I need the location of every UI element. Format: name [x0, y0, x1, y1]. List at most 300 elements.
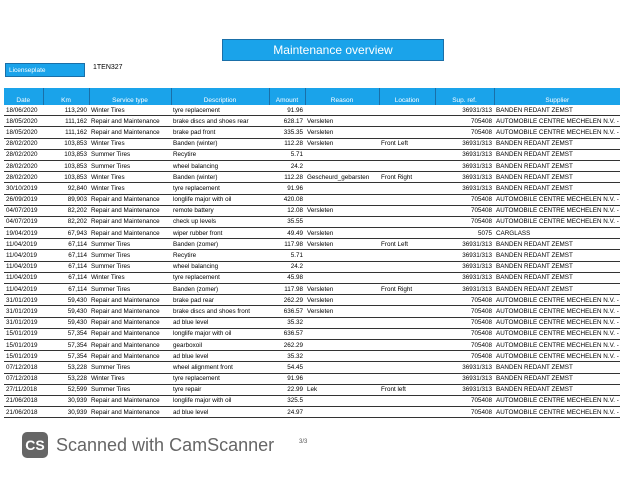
cell-supplier: BANDEN REDANT ZEMST — [494, 362, 620, 373]
cell-location — [379, 395, 435, 406]
cell-sup-ref: 36931/313 — [435, 261, 494, 272]
cell-km: 59,430 — [43, 306, 89, 317]
cell-amount: 35.32 — [269, 317, 305, 328]
cell-reason: Versleten — [305, 138, 379, 149]
cell-supplier: AUTOMOBILE CENTRE MECHELEN N.V. - — [494, 116, 620, 127]
cell-amount: 45.98 — [269, 272, 305, 283]
cell-date: 28/02/2020 — [4, 172, 43, 183]
cell-location — [379, 328, 435, 339]
cell-supplier: AUTOMOBILE CENTRE MECHELEN N.V. - — [494, 205, 620, 216]
cell-km: 103,853 — [43, 172, 89, 183]
cell-service-type: Winter Tires — [89, 138, 171, 149]
cell-amount: 49.49 — [269, 228, 305, 239]
cell-reason — [305, 351, 379, 362]
cell-reason — [305, 250, 379, 261]
cell-service-type: Summer Tires — [89, 284, 171, 295]
cell-date: 18/06/2020 — [4, 105, 43, 116]
cell-km: 82,202 — [43, 205, 89, 216]
cell-description: wheel alignment front — [171, 362, 269, 373]
cell-location — [379, 105, 435, 116]
cell-description: Banden (winter) — [171, 172, 269, 183]
cell-location — [379, 407, 435, 418]
table-row — [4, 272, 620, 283]
cell-description: wheel balancing — [171, 261, 269, 272]
cell-reason — [305, 105, 379, 116]
cell-location — [379, 373, 435, 384]
cell-date: 21/06/2018 — [4, 395, 43, 406]
cell-reason: Versleten — [305, 228, 379, 239]
table-row — [4, 194, 620, 205]
cell-sup-ref: 705408 — [435, 295, 494, 306]
cell-location — [379, 228, 435, 239]
cell-description: Banden (winter) — [171, 138, 269, 149]
cell-reason: Versleten — [305, 239, 379, 250]
cell-supplier: BANDEN REDANT ZEMST — [494, 138, 620, 149]
cell-supplier: BANDEN REDANT ZEMST — [494, 149, 620, 160]
cell-amount: 24.97 — [269, 407, 305, 418]
cell-km: 53,228 — [43, 373, 89, 384]
cell-description: longlife major with oil — [171, 194, 269, 205]
table-row — [4, 239, 620, 250]
cell-amount: 262.29 — [269, 339, 305, 350]
cell-km: 67,114 — [43, 284, 89, 295]
cell-supplier: BANDEN REDANT ZEMST — [494, 183, 620, 194]
cell-date: 15/01/2019 — [4, 351, 43, 362]
cell-description: brake discs and shoes front — [171, 306, 269, 317]
cell-location — [379, 306, 435, 317]
cell-description: remote battery — [171, 205, 269, 216]
cell-km: 30,939 — [43, 395, 89, 406]
cell-supplier: AUTOMOBILE CENTRE MECHELEN N.V. - — [494, 328, 620, 339]
cell-amount: 262.29 — [269, 295, 305, 306]
cell-km: 67,114 — [43, 239, 89, 250]
cell-service-type: Repair and Maintenance — [89, 205, 171, 216]
cell-sup-ref: 705408 — [435, 395, 494, 406]
cell-sup-ref: 705408 — [435, 194, 494, 205]
cell-date: 19/04/2019 — [4, 228, 43, 239]
cell-reason — [305, 272, 379, 283]
table-row — [4, 116, 620, 127]
table-row — [4, 183, 620, 194]
cell-location — [379, 261, 435, 272]
cell-description: brake pad rear — [171, 295, 269, 306]
cell-description: Recytire — [171, 250, 269, 261]
cell-reason: Lek — [305, 384, 379, 395]
cell-description: wheel balancing — [171, 160, 269, 171]
cell-amount: 420.08 — [269, 194, 305, 205]
cell-km: 53,228 — [43, 362, 89, 373]
cell-amount: 35.55 — [269, 216, 305, 227]
cell-supplier: AUTOMOBILE CENTRE MECHELEN N.V. - — [494, 216, 620, 227]
cell-amount: 335.35 — [269, 127, 305, 138]
cell-location — [379, 183, 435, 194]
cell-supplier: AUTOMOBILE CENTRE MECHELEN N.V. - — [494, 339, 620, 350]
cell-service-type: Summer Tires — [89, 149, 171, 160]
cell-sup-ref: 36931/313 — [435, 183, 494, 194]
cell-km: 67,114 — [43, 272, 89, 283]
cell-service-type: Repair and Maintenance — [89, 127, 171, 138]
cell-reason: Versleten — [305, 284, 379, 295]
cell-supplier: BANDEN REDANT ZEMST — [494, 284, 620, 295]
column-header-amount: Amount — [269, 96, 305, 105]
cell-location — [379, 250, 435, 261]
column-header-service-type: Service type — [89, 96, 171, 105]
cell-date: 11/04/2019 — [4, 284, 43, 295]
cell-sup-ref: 36931/313 — [435, 172, 494, 183]
cell-supplier: BANDEN REDANT ZEMST — [494, 239, 620, 250]
cell-amount: 325.5 — [269, 395, 305, 406]
cell-service-type: Repair and Maintenance — [89, 328, 171, 339]
cell-date: 11/04/2019 — [4, 239, 43, 250]
cell-reason — [305, 407, 379, 418]
cell-sup-ref: 36931/313 — [435, 373, 494, 384]
cell-date: 26/09/2019 — [4, 194, 43, 205]
cell-service-type: Repair and Maintenance — [89, 306, 171, 317]
cell-reason: Versleten — [305, 205, 379, 216]
cell-km: 59,430 — [43, 295, 89, 306]
cell-reason — [305, 395, 379, 406]
cell-km: 30,939 — [43, 407, 89, 418]
table-row — [4, 351, 620, 362]
cell-reason — [305, 194, 379, 205]
cell-amount: 35.32 — [269, 351, 305, 362]
cell-reason: Versleten — [305, 295, 379, 306]
cell-sup-ref: 705408 — [435, 116, 494, 127]
cell-sup-ref: 705408 — [435, 339, 494, 350]
cell-supplier: BANDEN REDANT ZEMST — [494, 272, 620, 283]
cell-sup-ref: 36931/313 — [435, 284, 494, 295]
cell-reason: Gescheurd_gebarsten — [305, 172, 379, 183]
column-header-description: Description — [171, 96, 269, 105]
cell-location: Front Left — [379, 239, 435, 250]
cell-date: 07/12/2018 — [4, 362, 43, 373]
cell-location — [379, 362, 435, 373]
cell-supplier: AUTOMOBILE CENTRE MECHELEN N.V. - — [494, 395, 620, 406]
cell-service-type: Repair and Maintenance — [89, 339, 171, 350]
cell-amount: 112.28 — [269, 172, 305, 183]
cell-date: 21/06/2018 — [4, 407, 43, 418]
cell-km: 92,840 — [43, 183, 89, 194]
cell-reason: Versleten — [305, 116, 379, 127]
cell-sup-ref: 705408 — [435, 205, 494, 216]
cell-reason — [305, 317, 379, 328]
cell-service-type: Repair and Maintenance — [89, 194, 171, 205]
table-row — [4, 295, 620, 306]
cell-location — [379, 160, 435, 171]
cell-sup-ref: 705408 — [435, 328, 494, 339]
cell-supplier: BANDEN REDANT ZEMST — [494, 105, 620, 116]
table-row — [4, 407, 620, 418]
cell-reason: Versleten — [305, 127, 379, 138]
cell-service-type: Winter Tires — [89, 172, 171, 183]
cell-reason — [305, 261, 379, 272]
cell-sup-ref: 36931/313 — [435, 239, 494, 250]
cell-location: Front Right — [379, 172, 435, 183]
cell-date: 11/04/2019 — [4, 261, 43, 272]
cell-service-type: Summer Tires — [89, 250, 171, 261]
cell-date: 31/01/2019 — [4, 306, 43, 317]
cell-supplier: BANDEN REDANT ZEMST — [494, 384, 620, 395]
cell-date: 11/04/2019 — [4, 272, 43, 283]
cell-service-type: Repair and Maintenance — [89, 116, 171, 127]
cell-supplier: AUTOMOBILE CENTRE MECHELEN N.V. - — [494, 317, 620, 328]
cell-location — [379, 149, 435, 160]
table-row — [4, 105, 620, 116]
cell-supplier: AUTOMOBILE CENTRE MECHELEN N.V. - — [494, 407, 620, 418]
cell-date: 18/05/2020 — [4, 116, 43, 127]
cell-amount: 91.96 — [269, 373, 305, 384]
cell-sup-ref: 705408 — [435, 306, 494, 317]
cell-amount: 117.98 — [269, 284, 305, 295]
cell-date: 07/12/2018 — [4, 373, 43, 384]
table-row — [4, 149, 620, 160]
cell-km: 111,162 — [43, 116, 89, 127]
cell-description: brake pad front — [171, 127, 269, 138]
cell-sup-ref: 36931/313 — [435, 149, 494, 160]
table-row — [4, 395, 620, 406]
cell-sup-ref: 705408 — [435, 317, 494, 328]
cell-km: 59,430 — [43, 317, 89, 328]
cell-date: 04/07/2019 — [4, 205, 43, 216]
cell-location — [379, 351, 435, 362]
cell-service-type: Winter Tires — [89, 183, 171, 194]
cell-amount: 91.96 — [269, 105, 305, 116]
cell-service-type: Summer Tires — [89, 160, 171, 171]
cell-description: tyre replacement — [171, 183, 269, 194]
cell-sup-ref: 36931/313 — [435, 160, 494, 171]
cell-supplier: AUTOMOBILE CENTRE MECHELEN N.V. - — [494, 351, 620, 362]
cell-date: 27/11/2018 — [4, 384, 43, 395]
cell-km: 57,354 — [43, 339, 89, 350]
cell-amount: 5.71 — [269, 250, 305, 261]
cell-description: tyre replacement — [171, 272, 269, 283]
cell-supplier: CARGLASS — [494, 228, 620, 239]
table-row — [4, 339, 620, 350]
cell-km: 103,853 — [43, 138, 89, 149]
cell-description: longlife major with oil — [171, 328, 269, 339]
cell-amount: 112.28 — [269, 138, 305, 149]
table-header-row — [4, 96, 620, 105]
cell-km: 113,290 — [43, 105, 89, 116]
cell-date: 04/07/2019 — [4, 216, 43, 227]
cell-date: 28/02/2020 — [4, 138, 43, 149]
cell-location — [379, 205, 435, 216]
table-row — [4, 328, 620, 339]
cell-sup-ref: 36931/313 — [435, 250, 494, 261]
cell-reason — [305, 373, 379, 384]
licenseplate-value: 1TEN327 — [93, 64, 123, 71]
cell-supplier: AUTOMOBILE CENTRE MECHELEN N.V. - — [494, 306, 620, 317]
table-header-band — [4, 88, 620, 96]
cell-date: 15/01/2019 — [4, 328, 43, 339]
cell-reason — [305, 339, 379, 350]
cell-description: ad blue level — [171, 317, 269, 328]
table-row — [4, 284, 620, 295]
cell-km: 89,903 — [43, 194, 89, 205]
maintenance-table — [4, 88, 620, 418]
cell-description: tyre repair — [171, 384, 269, 395]
table-row — [4, 261, 620, 272]
cell-amount: 636.57 — [269, 328, 305, 339]
cell-location — [379, 194, 435, 205]
column-header-sup-ref: Sup. ref. — [435, 96, 494, 105]
cell-date: 31/01/2019 — [4, 317, 43, 328]
column-header-supplier: Supplier — [494, 96, 620, 105]
cell-service-type: Winter Tires — [89, 105, 171, 116]
column-header-km: Km — [43, 96, 89, 105]
cell-location: Front Left — [379, 138, 435, 149]
cell-location — [379, 317, 435, 328]
cell-amount: 5.71 — [269, 149, 305, 160]
column-header-location: Location — [379, 96, 435, 105]
cell-reason — [305, 362, 379, 373]
cell-service-type: Repair and Maintenance — [89, 351, 171, 362]
cell-km: 57,354 — [43, 328, 89, 339]
cell-reason — [305, 160, 379, 171]
table-row — [4, 373, 620, 384]
table-row — [4, 250, 620, 261]
cell-supplier: AUTOMOBILE CENTRE MECHELEN N.V. - — [494, 295, 620, 306]
cell-date: 28/02/2020 — [4, 160, 43, 171]
cell-sup-ref: 36931/313 — [435, 272, 494, 283]
cell-service-type: Repair and Maintenance — [89, 228, 171, 239]
cell-km: 52,599 — [43, 384, 89, 395]
page-number: 3/3 — [299, 439, 308, 445]
cell-service-type: Summer Tires — [89, 239, 171, 250]
table-body — [4, 105, 620, 418]
cell-supplier: AUTOMOBILE CENTRE MECHELEN N.V. - — [494, 194, 620, 205]
licenseplate-label: Licenseplate — [5, 63, 85, 77]
cell-reason — [305, 149, 379, 160]
cell-supplier: BANDEN REDANT ZEMST — [494, 373, 620, 384]
cell-supplier: BANDEN REDANT ZEMST — [494, 261, 620, 272]
cell-km: 67,114 — [43, 250, 89, 261]
cell-service-type: Winter Tires — [89, 272, 171, 283]
cell-km: 67,114 — [43, 261, 89, 272]
cell-service-type: Summer Tires — [89, 362, 171, 373]
cell-amount: 24.2 — [269, 160, 305, 171]
cell-sup-ref: 705408 — [435, 351, 494, 362]
cell-km: 103,853 — [43, 160, 89, 171]
table-row — [4, 172, 620, 183]
cell-service-type: Repair and Maintenance — [89, 395, 171, 406]
cell-date: 15/01/2019 — [4, 339, 43, 350]
cell-description: check up levels — [171, 216, 269, 227]
cell-sup-ref: 36931/313 — [435, 105, 494, 116]
cell-reason — [305, 216, 379, 227]
cell-amount: 636.57 — [269, 306, 305, 317]
cell-description: Banden (zomer) — [171, 239, 269, 250]
cell-service-type: Winter Tires — [89, 373, 171, 384]
table-row — [4, 317, 620, 328]
cell-km: 57,354 — [43, 351, 89, 362]
table-row — [4, 160, 620, 171]
cell-amount: 91.96 — [269, 183, 305, 194]
cell-supplier: AUTOMOBILE CENTRE MECHELEN N.V. - — [494, 127, 620, 138]
cell-amount: 628.17 — [269, 116, 305, 127]
cell-date: 31/01/2019 — [4, 295, 43, 306]
cell-description: tyre replacement — [171, 105, 269, 116]
cell-description: tyre replacement — [171, 373, 269, 384]
cell-description: ad blue level — [171, 407, 269, 418]
page-title: Maintenance overview — [222, 39, 444, 61]
cell-reason: Versleten — [305, 306, 379, 317]
cell-date: 11/04/2019 — [4, 250, 43, 261]
cell-description: brake discs and shoes rear — [171, 116, 269, 127]
table-row — [4, 228, 620, 239]
cell-date: 30/10/2019 — [4, 183, 43, 194]
table-row — [4, 127, 620, 138]
cell-description: gearboxoil — [171, 339, 269, 350]
cell-sup-ref: 36931/313 — [435, 362, 494, 373]
cell-km: 103,853 — [43, 149, 89, 160]
table-row — [4, 216, 620, 227]
cell-description: ad blue level — [171, 351, 269, 362]
cell-reason — [305, 183, 379, 194]
cell-supplier: BANDEN REDANT ZEMST — [494, 160, 620, 171]
cell-amount: 54.45 — [269, 362, 305, 373]
cell-date: 18/05/2020 — [4, 127, 43, 138]
cell-amount: 24.2 — [269, 261, 305, 272]
table-row — [4, 384, 620, 395]
table-row — [4, 306, 620, 317]
cell-reason — [305, 328, 379, 339]
cell-supplier: BANDEN REDANT ZEMST — [494, 250, 620, 261]
cell-sup-ref: 705408 — [435, 127, 494, 138]
cell-km: 111,162 — [43, 127, 89, 138]
cell-date: 28/02/2020 — [4, 149, 43, 160]
camscanner-logo-icon: CS — [22, 432, 48, 458]
cell-description: wiper rubber front — [171, 228, 269, 239]
column-header-reason: Reason — [305, 96, 379, 105]
cell-amount: 12.08 — [269, 205, 305, 216]
cell-location — [379, 339, 435, 350]
watermark-text: Scanned with CamScanner — [56, 434, 275, 455]
maintenance-table-container — [4, 88, 620, 418]
cell-description: Recytire — [171, 149, 269, 160]
column-header-date: Date — [4, 96, 43, 105]
table-row — [4, 205, 620, 216]
cell-sup-ref: 36931/313 — [435, 138, 494, 149]
cell-description: longlife major with oil — [171, 395, 269, 406]
cell-location — [379, 295, 435, 306]
cell-sup-ref: 705408 — [435, 216, 494, 227]
cell-sup-ref: 705408 — [435, 407, 494, 418]
table-row — [4, 138, 620, 149]
cell-description: Banden (zomer) — [171, 284, 269, 295]
cell-service-type: Repair and Maintenance — [89, 407, 171, 418]
cell-km: 82,202 — [43, 216, 89, 227]
cell-service-type: Repair and Maintenance — [89, 216, 171, 227]
cell-location: Front Right — [379, 284, 435, 295]
cell-sup-ref: 36931/313 — [435, 384, 494, 395]
cell-location — [379, 116, 435, 127]
cell-location — [379, 272, 435, 283]
cell-km: 67,943 — [43, 228, 89, 239]
table-row — [4, 362, 620, 373]
camscanner-watermark — [22, 430, 274, 460]
cell-location — [379, 216, 435, 227]
cell-sup-ref: 5075 — [435, 228, 494, 239]
cell-service-type: Repair and Maintenance — [89, 295, 171, 306]
cell-service-type: Repair and Maintenance — [89, 317, 171, 328]
cell-location: Front left — [379, 384, 435, 395]
cell-amount: 22.99 — [269, 384, 305, 395]
cell-service-type: Summer Tires — [89, 261, 171, 272]
cell-amount: 117.98 — [269, 239, 305, 250]
cell-service-type: Summer Tires — [89, 384, 171, 395]
cell-location — [379, 127, 435, 138]
